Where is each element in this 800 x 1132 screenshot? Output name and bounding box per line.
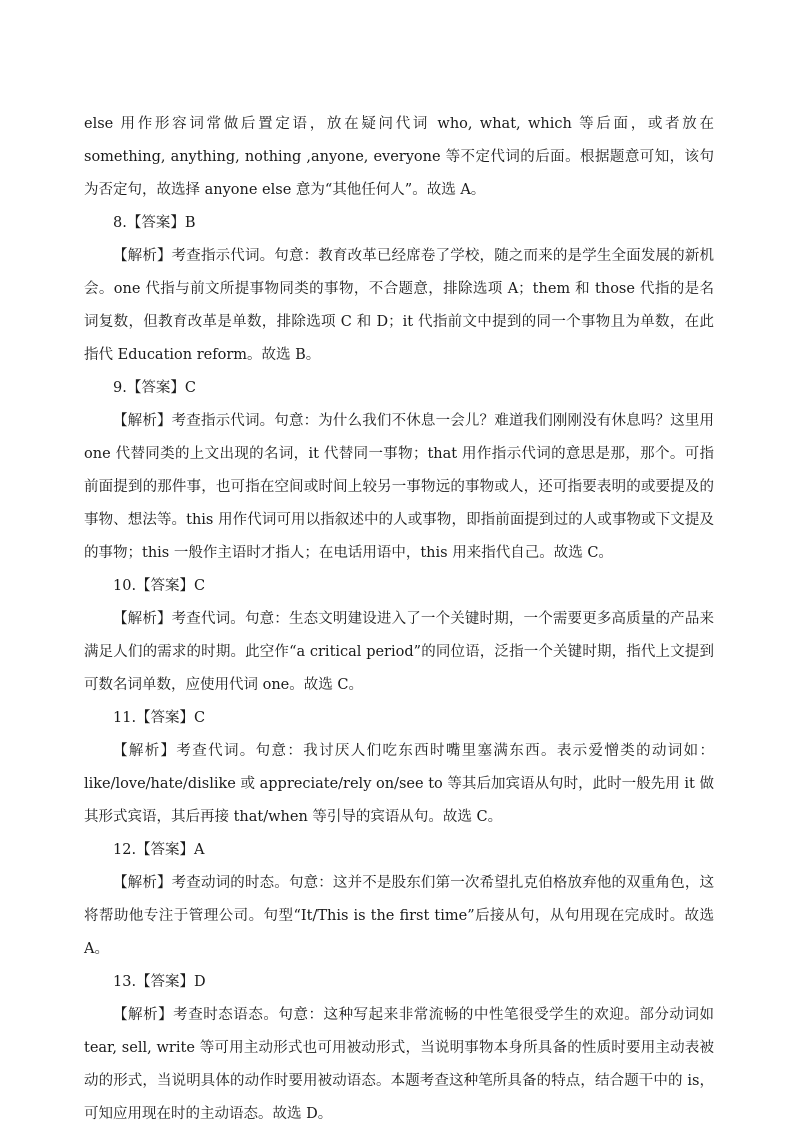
question-item-13	[84, 966, 714, 1131]
answer-line: 12.【答案】A	[113, 842, 205, 858]
analysis-paragraph: 【解析】考查代词。句意：生态文明建设进入了一个关键时期，一个需要更多高质量的产品来满足人们的需求的时期。此空作“a critical period”的同位语，泛指一个关键时期，指代上文提到可数名词单数，应使用代词 one。故选 C。	[84, 611, 714, 693]
analysis-paragraph: 【解析】考查动词的时态。句意：这并不是股东们第一次希望扎克伯格放弃他的双重角色，这将帮助他专注于管理公司。句型“It/This is the first time”后接从句，从句用现在完成时。故选 A。	[84, 875, 714, 957]
analysis-paragraph: 【解析】考查时态语态。句意：这种写起来非常流畅的中性笔很受学生的欢迎。部分动词如 tear, sell, write 等可用主动形式也可用被动形式，当说明事物本身所具备的性质时要用主动表被动的形式，当说明具体的动作时要用被动语态。本题考查这种笔所具备的特点，结合题干中的 is，可知应用现在时的主动语态。故选 D。	[84, 1007, 714, 1122]
question-item-10	[84, 570, 714, 702]
analysis-paragraph: 【解析】考查代词。句意：我讨厌人们吃东西时嘴里塞满东西。表示爱憎类的动词如：like/love/hate/dislike 或 appreciate/rely on/see to 等其后加宾语从句时，此时一般先用 it 做其形式宾语，其后再接 that/when 等引导的宾语从句。故选 C。	[84, 743, 714, 825]
continued-explanation	[84, 108, 714, 207]
analysis-paragraph: 【解析】考查指示代词。句意：为什么我们不休息一会儿？难道我们刚刚没有休息吗？这里用 one 代替同类的上文出现的名词，it 代替同一事物；that 用作指示代词的意思是那，那个。可指前面提到的那件事，也可指在空间或时间上较另一事物远的事物或人，还可指要表明的或要提及的事物、想法等。this 用作代词可用以指叙述中的人或事物，即指前面提到过的人或事物或下文提及的事物；this 一般作主语时才指人；在电话用语中，this 用来指代自己。故选 C。	[84, 413, 714, 561]
question-item-9	[84, 372, 714, 570]
answer-line: 13.【答案】D	[113, 974, 206, 990]
answer-line: 8.【答案】B	[113, 215, 196, 231]
question-item-8	[84, 207, 714, 372]
paragraph: else 用作形容词常做后置定语，放在疑问代词 who, what, which 等后面，或者放在 something, anything, nothing ,anyone, everyone 等不定代词的后面。根据题意可知，该句为否定句，故选择 anyone else 意为“其他任何人”。故选 A。	[84, 116, 714, 198]
question-item-12	[84, 834, 714, 966]
question-item-11	[84, 702, 714, 834]
answer-line: 10.【答案】C	[113, 578, 206, 594]
analysis-paragraph: 【解析】考查指示代词。句意：教育改革已经席卷了学校，随之而来的是学生全面发展的新机会。one 代指与前文所提事物同类的事物，不合题意，排除选项 A；them 和 those 代指的是名词复数，但教育改革是单数，排除选项 C 和 D；it 代指前文中提到的同一个事物且为单数，在此指代 Education reform。故选 B。	[84, 248, 714, 363]
answer-line: 11.【答案】C	[113, 710, 206, 726]
answer-line: 9.【答案】C	[113, 380, 196, 396]
answer-key-content	[84, 108, 714, 1131]
